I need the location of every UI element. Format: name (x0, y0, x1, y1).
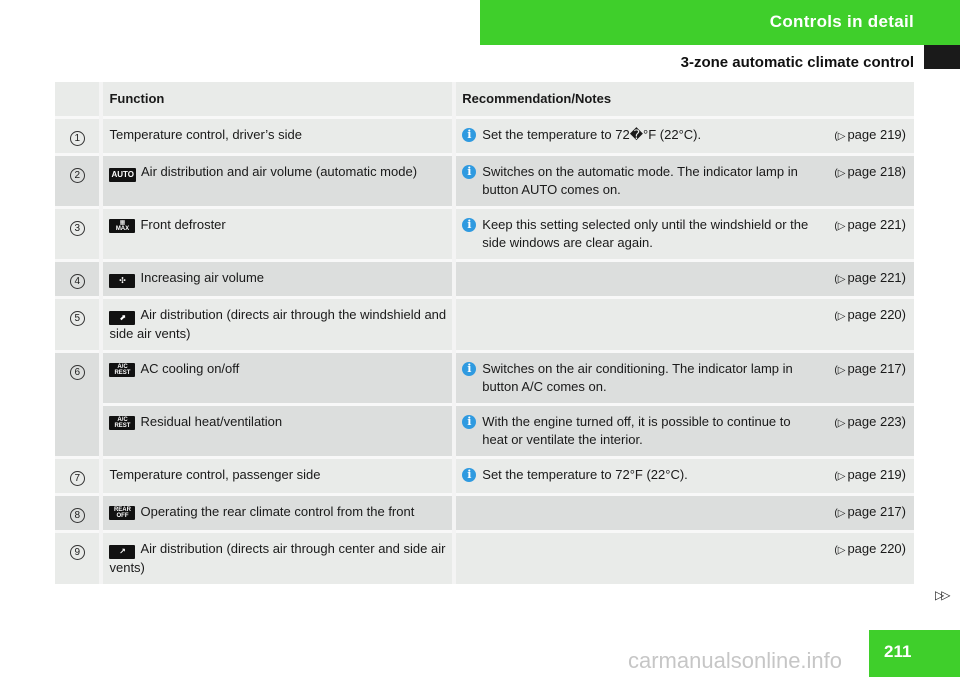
info-icon: i (462, 128, 476, 142)
auto-button-icon: AUTO (109, 168, 136, 182)
function-text: Air distribution and air volume (automatic mode) (141, 164, 418, 179)
col-page-header (818, 82, 914, 118)
page-reference-link[interactable]: (▷ page 221) (818, 208, 914, 261)
table-row (55, 208, 914, 261)
info-icon: i (462, 415, 476, 429)
function-text: Operating the rear climate control from the front (140, 504, 415, 519)
info-icon: i (462, 362, 476, 376)
table-row (55, 532, 914, 585)
info-icon: i (462, 468, 476, 482)
function-text: AC cooling on/off (140, 361, 240, 376)
function-table (55, 82, 914, 584)
note-text: Switches on the air conditioning. The indicator lamp in button A/C comes on. (482, 361, 793, 394)
table-body (55, 118, 914, 585)
table-row (55, 155, 914, 208)
note-text: Keep this setting selected only until the windshield or the side windows are clear again. (482, 217, 809, 250)
col-notes-header: Recommendation/Notes (454, 82, 818, 118)
function-text: Temperature control, passenger side (109, 467, 321, 482)
page-reference-link[interactable]: (▷ page 221) (818, 261, 914, 298)
function-text: Increasing air volume (140, 270, 265, 285)
arrow-right-icon: (▷ (834, 508, 846, 519)
page-reference-link[interactable]: (▷ page 223) (818, 405, 914, 458)
note-text: Set the temperature to 72°F (22°C). (482, 467, 688, 482)
col-number-header (55, 82, 101, 118)
page-number: 211 (884, 642, 912, 661)
page-reference-link[interactable]: (▷ page 219) (818, 118, 914, 155)
fan-button-icon: ✣ (109, 274, 135, 288)
table-row (55, 405, 914, 458)
arrow-right-icon: (▷ (834, 168, 846, 179)
arrow-right-icon: (▷ (834, 418, 846, 429)
row-number: 3 (70, 221, 85, 236)
page-reference-link[interactable]: (▷ page 219) (818, 458, 914, 495)
ac-button-icon: A/C REST (109, 363, 135, 377)
table-row (55, 458, 914, 495)
row-number: 4 (70, 274, 85, 289)
rear-button-icon: REAR OFF (109, 506, 135, 520)
page-reference-link[interactable]: (▷ page 220) (818, 298, 914, 352)
function-text: Air distribution (directs air through the windshield and side air vents) (109, 307, 447, 341)
table-row (55, 118, 914, 155)
function-text: Air distribution (directs air through center and side air vents) (109, 541, 446, 575)
table-row (55, 261, 914, 298)
table-row (55, 352, 914, 405)
defrost-button-icon: ▦ MAX (109, 219, 135, 233)
row-number: 7 (70, 471, 85, 486)
function-text: Residual heat/ventilation (140, 414, 283, 429)
watermark: carmanualsonline.info (628, 648, 843, 673)
arrow-right-icon: (▷ (834, 274, 846, 285)
arrow-right-icon: (▷ (834, 221, 846, 232)
page-reference-link[interactable]: (▷ page 218) (818, 155, 914, 208)
row-number: 8 (70, 508, 85, 523)
arrow-right-icon: (▷ (834, 545, 846, 556)
function-text: Front defroster (140, 217, 226, 232)
table-row (55, 298, 914, 352)
center-airflow-button-icon: ↗ (109, 545, 135, 559)
arrow-right-icon: (▷ (834, 131, 846, 142)
info-icon: i (462, 165, 476, 179)
ac-button-icon: A/C REST (109, 416, 135, 430)
row-number: 9 (70, 545, 85, 560)
row-number: 5 (70, 311, 85, 326)
page-number-box (869, 630, 960, 677)
info-icon: i (462, 218, 476, 232)
page-subtitle: 3-zone automatic climate control (680, 54, 914, 71)
header-marker (924, 45, 960, 69)
row-number: 1 (70, 131, 85, 146)
windshield-airflow-button-icon: ⬈ (109, 311, 135, 325)
row-number: 6 (70, 365, 85, 380)
col-function-header: Function (101, 82, 454, 118)
function-text: Temperature control, driver’s side (109, 127, 302, 142)
note-text: With the engine turned off, it is possible to continue to heat or ventilate the interior. (482, 414, 791, 447)
page-reference-link[interactable]: (▷ page 220) (818, 532, 914, 585)
continued-marker: ▷▷ (935, 588, 948, 602)
arrow-right-icon: (▷ (834, 311, 846, 322)
table-header-row (55, 82, 914, 118)
arrow-right-icon: (▷ (834, 471, 846, 482)
page-reference-link[interactable]: (▷ page 217) (818, 495, 914, 532)
table-row (55, 495, 914, 532)
section-title: Controls in detail (769, 12, 914, 31)
page-reference-link[interactable]: (▷ page 217) (818, 352, 914, 405)
note-text: Switches on the automatic mode. The indicator lamp in button AUTO comes on. (482, 164, 798, 197)
row-number: 2 (70, 168, 85, 183)
note-text: Set the temperature to 72�°F (22°C). (482, 127, 702, 142)
arrow-right-icon: (▷ (834, 365, 846, 376)
